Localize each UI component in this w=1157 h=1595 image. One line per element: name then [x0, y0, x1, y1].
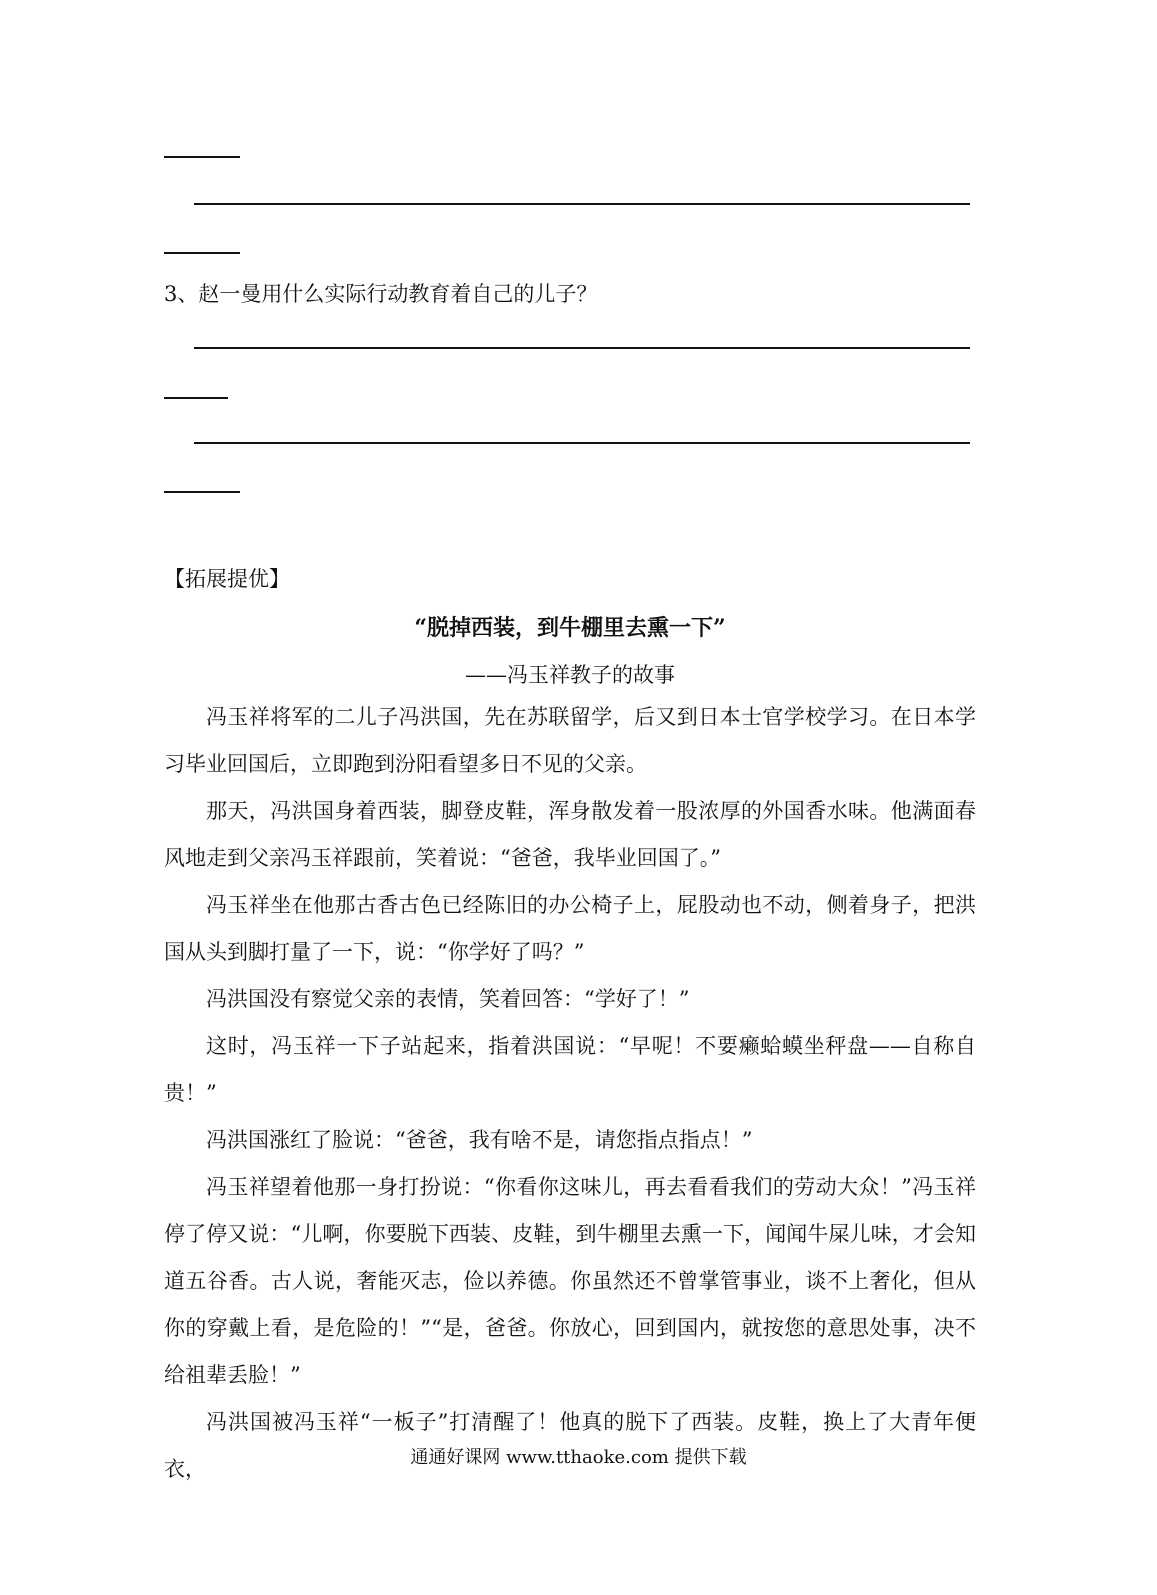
page-footer: 通通好课网 www.tthaoke.com 提供下载: [410, 1447, 747, 1468]
story-title: “脱掉西装，到牛棚里去熏一下”: [414, 615, 726, 641]
answer-line-short-3: [164, 397, 228, 399]
story-paragraph: 那天，冯洪国身着西装，脚登皮鞋，浑身散发着一股浓厚的外国香水味。他满面春风地走到父亲冯玉祥跟前，笑着说：“爸爸，我毕业回国了。”: [164, 799, 976, 870]
section-heading: 【拓展提优】: [164, 567, 290, 591]
story-paragraph: 冯洪国涨红了脸说：“爸爸，我有啥不是，请您指点指点！”: [206, 1128, 753, 1152]
answer-line-short-2: [164, 252, 240, 254]
answer-line-long-1: [194, 203, 970, 205]
story-paragraph: 冯玉祥坐在他那古香古色已经陈旧的办公椅子上，屁股动也不动，侧着身子，把洪国从头到脚打量了一下，说：“你学好了吗？”: [164, 893, 976, 964]
answer-line-long-3: [194, 442, 970, 444]
story-paragraph: 冯洪国被冯玉祥“一板子”打清醒了！他真的脱下了西装。皮鞋，换上了大青年便衣，: [164, 1410, 976, 1481]
story-paragraph: 这时，冯玉祥一下子站起来，指着洪国说：“早呢！不要癞蛤蟆坐秤盘——自称自贵！”: [164, 1034, 976, 1105]
answer-line-short-1: [164, 156, 240, 158]
story-paragraph: 冯洪国没有察觉父亲的表情，笑着回答：“学好了！”: [206, 987, 690, 1011]
answer-line-short-4: [164, 491, 240, 493]
story-subtitle: ——冯玉祥教子的故事: [465, 663, 675, 687]
question-3: 3、赵一曼用什么实际行动教育着自己的儿子？: [164, 282, 598, 306]
story-paragraph: 冯玉祥望着他那一身打扮说：“你看你这味儿，再去看看我们的劳动大众！”冯玉祥停了停又说：“儿啊，你要脱下西装、皮鞋，到牛棚里去熏一下，闻闻牛屎儿味，才会知道五谷香。古人说，奢能灭志，俭以养德。你虽然还不曾掌管事业，谈不上奢化，但从你的穿戴上看，是危险的！”“是，爸爸。你放心，回到国内，就按您的意思处事，决不给祖辈丢脸！”: [164, 1175, 976, 1387]
story-paragraph: 冯玉祥将军的二儿子冯洪国，先在苏联留学，后又到日本士官学校学习。在日本学习毕业回国后，立即跑到汾阳看望多日不见的父亲。: [164, 705, 976, 776]
story-body: [164, 694, 976, 1493]
answer-line-long-2: [194, 347, 970, 349]
